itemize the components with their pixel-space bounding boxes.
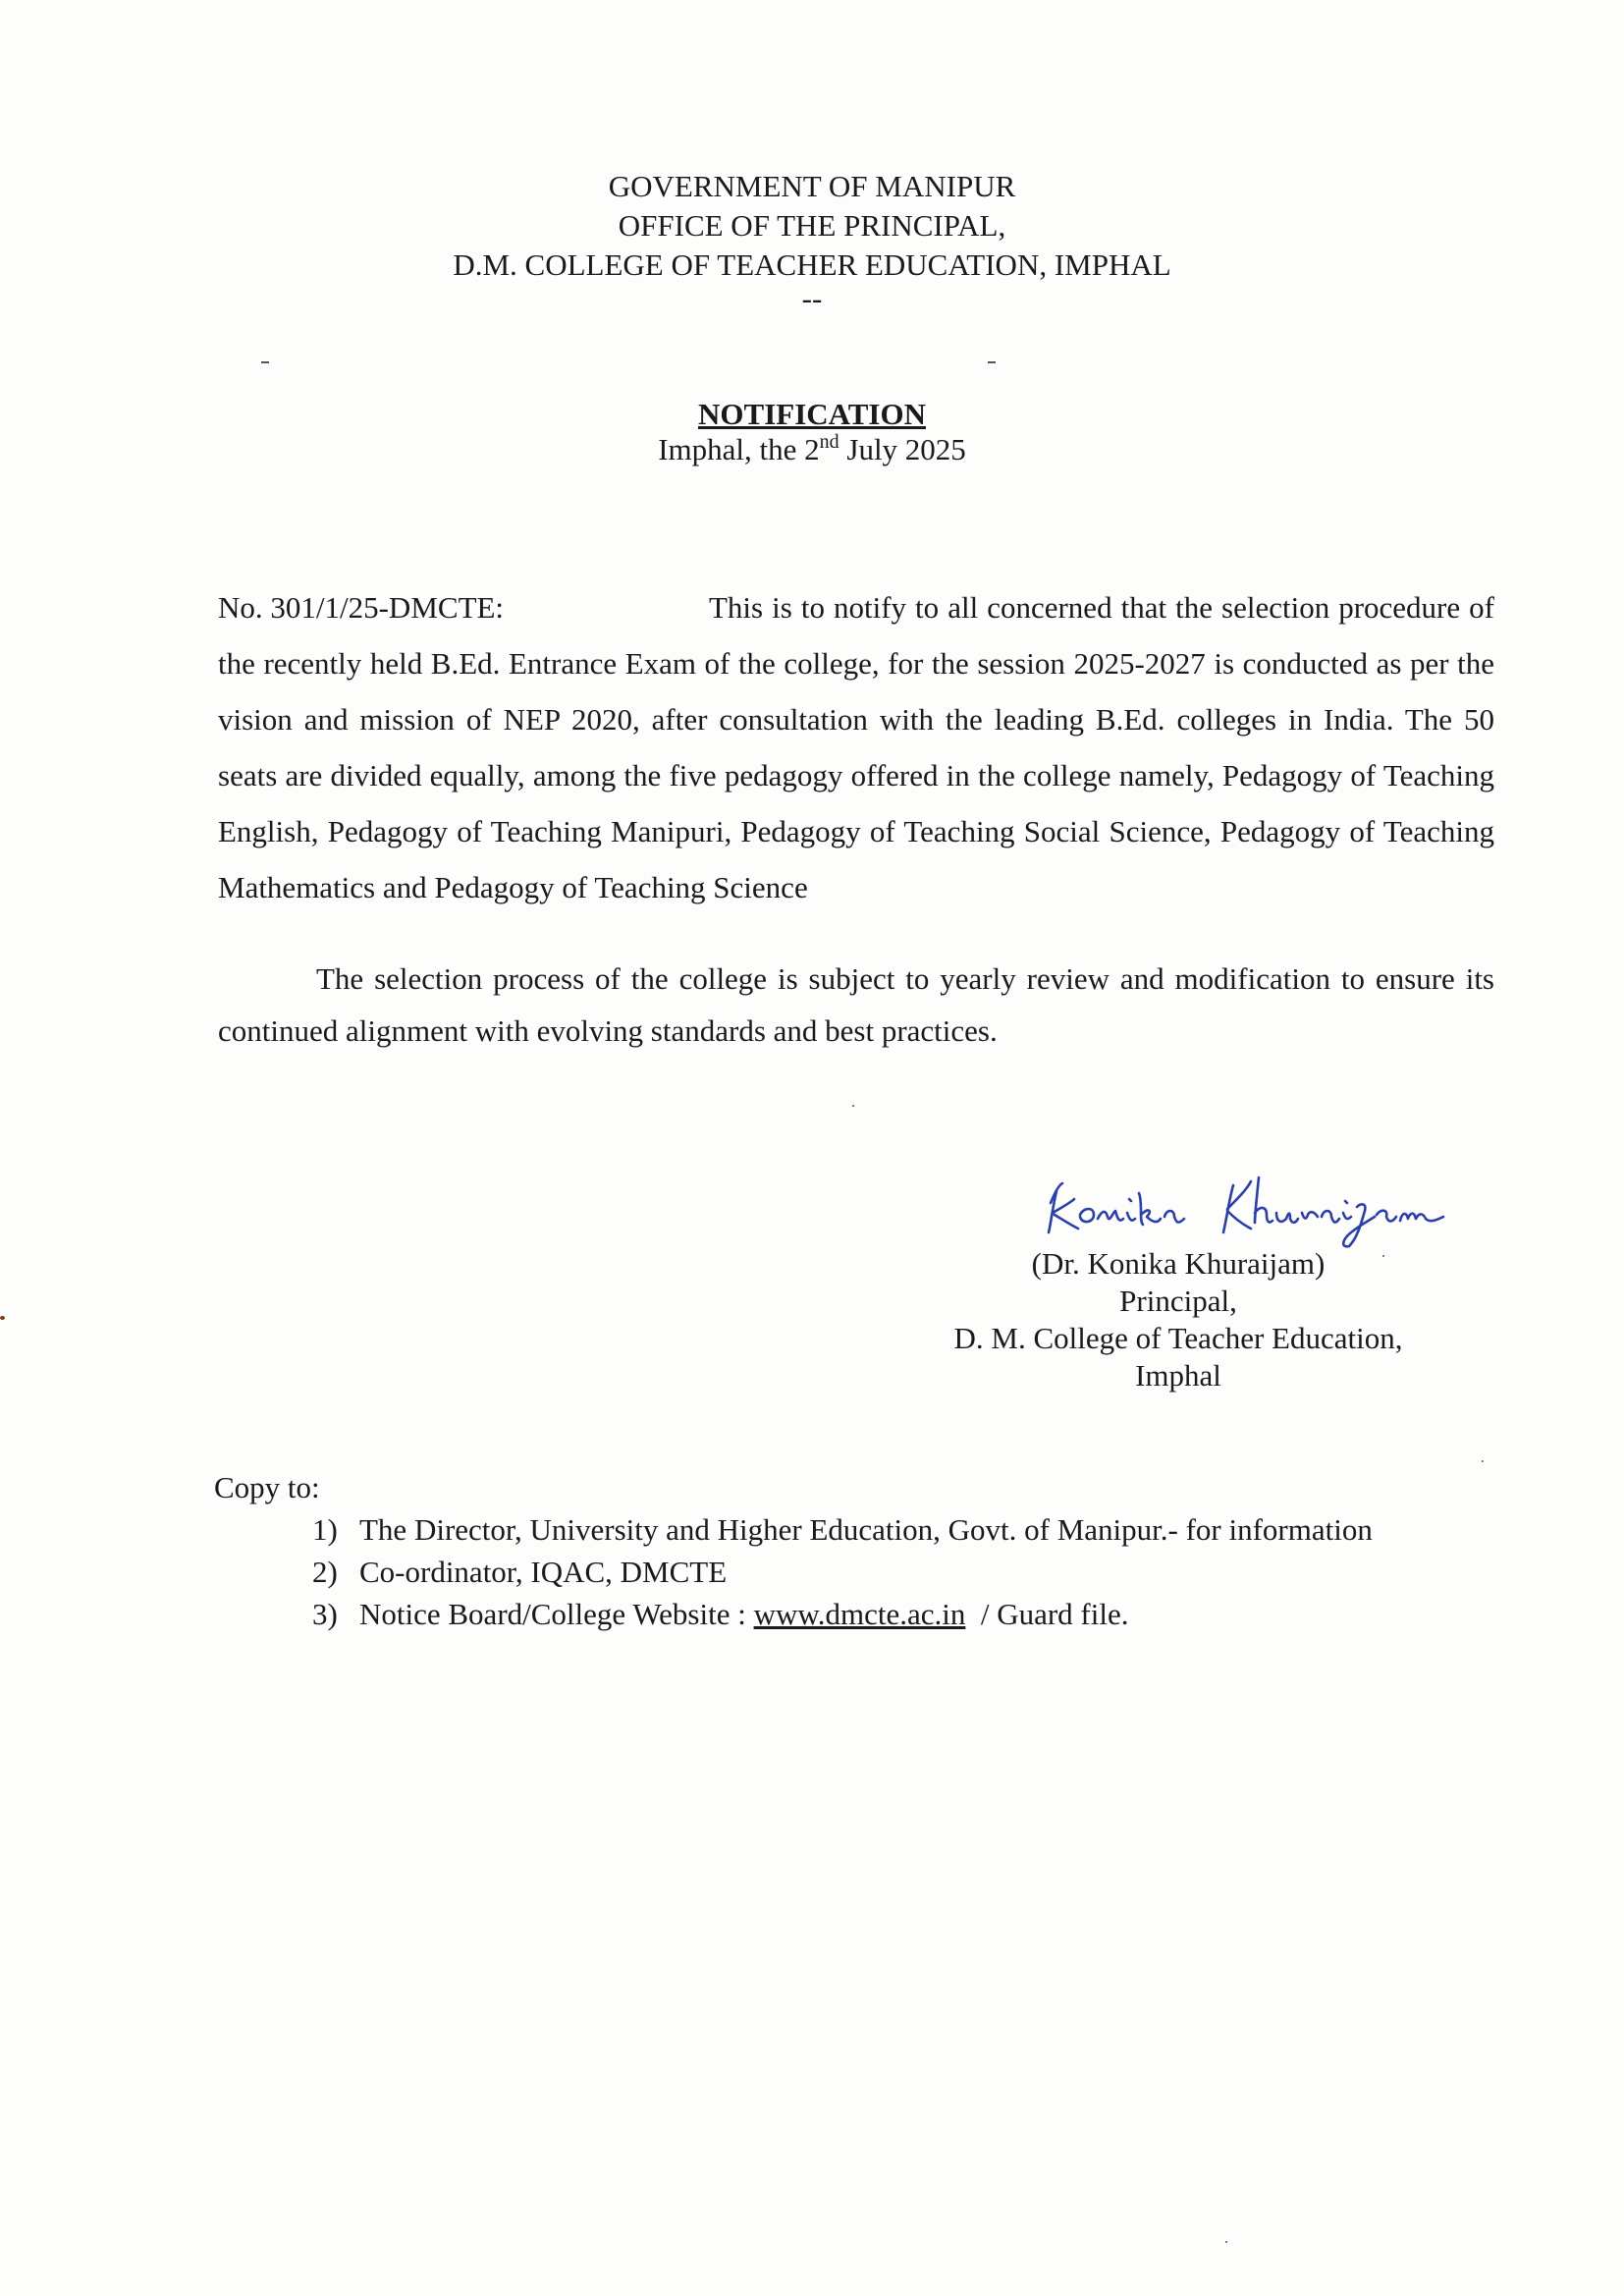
copy-item-number: 2)	[312, 1555, 338, 1589]
signatory-block	[884, 1245, 1473, 1394]
copy-item-number: 3)	[312, 1597, 338, 1631]
scan-speck	[1225, 2241, 1227, 2243]
copy-to-item-3	[312, 1593, 1540, 1635]
copy-to-label: Copy to:	[214, 1470, 320, 1504]
scan-speck	[261, 361, 269, 363]
date-prefix: Imphal, the 2	[658, 432, 820, 466]
paragraph-1-text: This is to notify to all concerned that the selection procedure of the recently held B.Ed. Entrance Exam of the college, for the session 2025-2027 is conducted as per the vision and mission of NEP 2020, after consultation with the leading B.Ed. colleges in India. The 50 seats are divided equally, among the five pedagogy offered in the college namely, Pedagogy of Teaching English, Pedagogy of Teaching Manipuri, Pedagogy of Teaching Social Science, Pedagogy of Teaching Mathematics and Pedagogy of Teaching Science	[218, 590, 1494, 904]
letterhead-government: GOVERNMENT OF MANIPUR	[608, 169, 1016, 203]
copy-to-list	[312, 1508, 1540, 1635]
scan-speck	[988, 361, 996, 363]
copy-item-text: Notice Board/College Website :	[359, 1597, 754, 1631]
date-rest: July 2025	[839, 432, 966, 466]
signatory-designation: Principal,	[1119, 1284, 1237, 1318]
handwritten-signature	[1041, 1164, 1453, 1252]
date-ordinal: nd	[819, 431, 839, 453]
notification-title: NOTIFICATION	[698, 397, 926, 431]
signatory-name: (Dr. Konika Khuraijam)	[1031, 1246, 1326, 1281]
letterhead	[0, 167, 1624, 315]
copy-to-item-1	[312, 1508, 1540, 1551]
signatory-institution: D. M. College of Teacher Education,	[953, 1321, 1403, 1355]
notification-paragraph-1	[218, 579, 1494, 915]
reference-number: No. 301/1/25-DMCTE:	[218, 590, 505, 625]
college-website-link[interactable]: www.dmcte.ac.in	[753, 1597, 966, 1631]
copy-item-text: The Director, University and Higher Education, Govt. of Manipur.- for information	[359, 1512, 1373, 1547]
letterhead-office: OFFICE OF THE PRINCIPAL,	[618, 208, 1006, 243]
copy-item-number: 1)	[312, 1512, 338, 1547]
copy-item-text-after: / Guard file.	[965, 1597, 1129, 1631]
scan-speck	[1382, 1255, 1384, 1257]
notification-date	[0, 430, 1624, 469]
copy-item-text: Co-ordinator, IQAC, DMCTE	[359, 1555, 728, 1589]
letterhead-separator: --	[801, 281, 823, 315]
notification-paragraph-2: The selection process of the college is subject to yearly review and modification to ensure its continued alignment with evolving standards and best practices.	[218, 961, 1494, 1048]
copy-to-item-2	[312, 1551, 1540, 1593]
scan-speck	[0, 1316, 5, 1320]
letterhead-college: D.M. COLLEGE OF TEACHER EDUCATION, IMPHAL	[453, 247, 1171, 282]
signatory-place: Imphal	[1135, 1358, 1221, 1393]
scan-speck	[852, 1105, 854, 1107]
scan-speck	[1482, 1460, 1484, 1462]
